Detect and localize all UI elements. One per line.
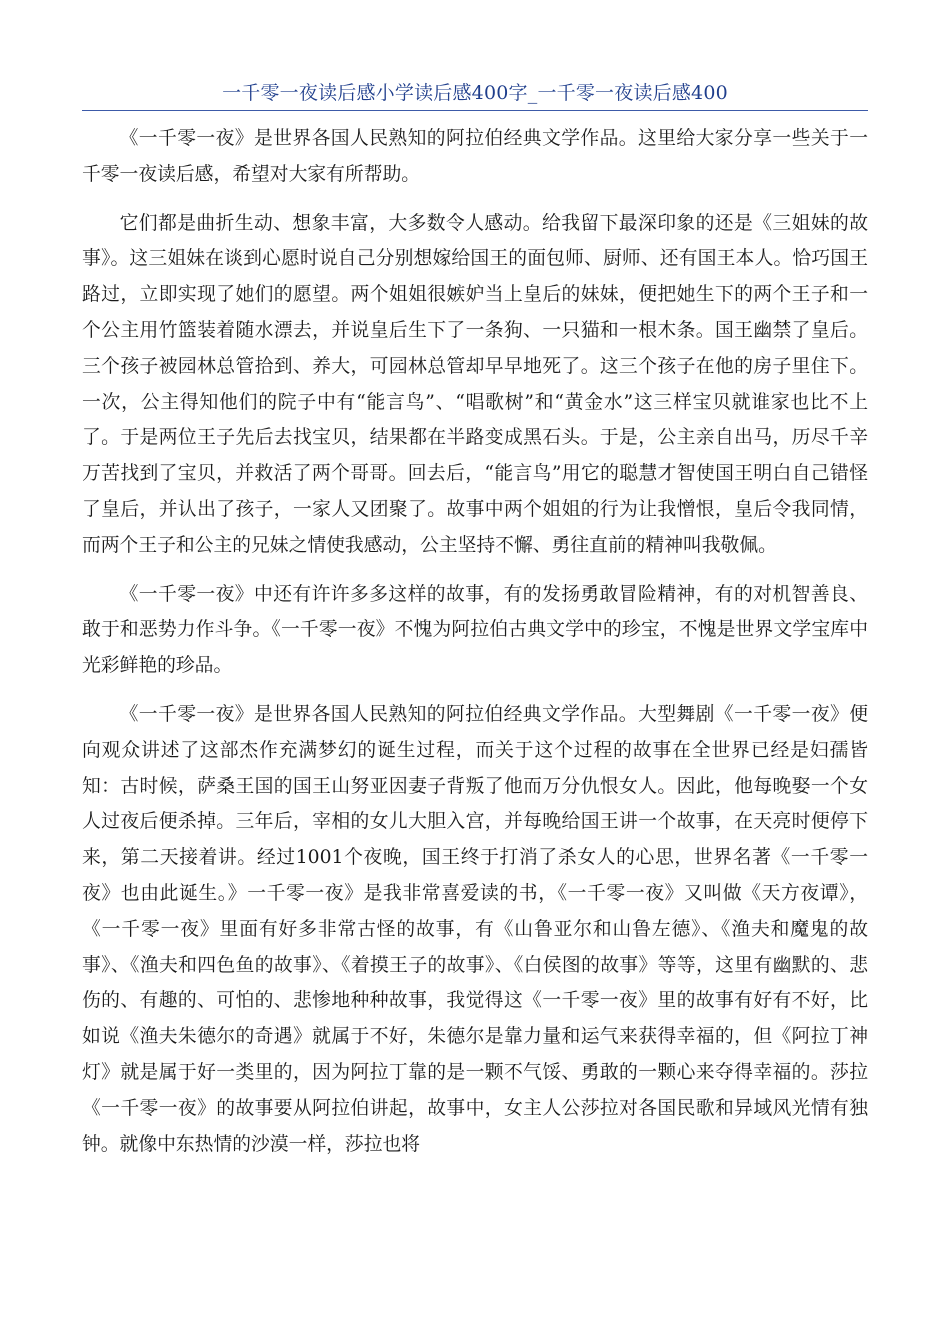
document-title: 一千零一夜读后感小学读后感400字_一千零一夜读后感400 [222,82,728,104]
document-page [82,78,868,1162]
paragraph-intro: 《一千零一夜》是世界各国人民熟知的阿拉伯经典文学作品。这里给大家分享一些关于一千零一夜读后感，希望对大家有所帮助。 [82,128,868,185]
paragraph-three-sisters: 它们都是曲折生动、想象丰富，大多数令人感动。给我留下最深印象的还是《三姐妹的故事》。这三姐妹在谈到心愿时说自己分别想嫁给国王的面包师、厨师、还有国王本人。恰巧国王路过，立即实现了她们的愿望。两个姐姐很嫉妒当上皇后的妹妹，便把她生下的两个王子和一个公主用竹篮装着随水漂去，并说皇后生下了一条狗、一只猫和一根木条。国王幽禁了皇后。三个孩子被园林总管拾到、养大，可园林总管却早早地死了。这三个孩子在他的房子里住下。一次，公主得知他们的院子中有“能言鸟”、“唱歌树”和“黄金水”这三样宝贝就谁家也比不上了。于是两位王子先后去找宝贝，结果都在半路变成黑石头。于是，公主亲自出马，历尽千辛万苦找到了宝贝，并救活了两个哥哥。回去后，“能言鸟”用它的聪慧才智使国王明白自己错怪了皇后，并认出了孩子，一家人又团聚了。故事中两个姐姐的行为让我憎恨，皇后令我同情，而两个王子和公主的兄妹之情使我感动，公主坚持不懈、勇往直前的精神叫我敬佩。 [82,212,868,556]
paragraph-origin: 《一千零一夜》是世界各国人民熟知的阿拉伯经典文学作品。大型舞剧《一千零一夜》便向观众讲述了这部杰作充满梦幻的诞生过程，而关于这个过程的故事在全世界已经是妇孺皆知：古时候，萨桑王国的国王山努亚因妻子背叛了他而万分仇恨女人。因此，他每晚娶一个女人过夜后便杀掉。三年后，宰相的女儿大胆入宫，并每晚给国王讲一个故事，在天亮时便停下来，第二天接着讲。经过1001个夜晚，国王终于打消了杀女人的心思，世界名著《一千零一夜》也由此诞生。》一千零一夜》是我非常喜爱读的书，《一千零一夜》又叫做《天方夜谭》，《一千零一夜》里面有好多非常古怪的故事，有《山鲁亚尔和山鲁左德》、《渔夫和魔鬼的故事》、《渔夫和四色鱼的故事》、《着摸王子的故事》、《白侯图的故事》等等，这里有幽默的、悲伤的、有趣的、可怕的、悲惨地种种故事，我觉得这《一千零一夜》里的故事有好有不好，比如说《渔夫朱德尔的奇遇》就属于不好，朱德尔是靠力量和运气来获得幸福的，但《阿拉丁神灯》就是属于好一类里的，因为阿拉丁靠的是一颗不气馁、勇敢的一颗心来夺得幸福的。莎拉《一千零一夜》的故事要从阿拉伯讲起，故事中，女主人公莎拉对各国民歌和异域风光情有独钟。就像中东热情的沙漠一样，莎拉也将 [82,703,868,1155]
title-underline [82,110,868,111]
paragraph-treasure: 《一千零一夜》中还有许许多多这样的故事，有的发扬勇敢冒险精神，有的对机智善良、敢于和恶势力作斗争。《一千零一夜》不愧为阿拉伯古典文学中的珍宝，不愧是世界文学宝库中光彩鲜艳的珍品。 [82,583,868,677]
